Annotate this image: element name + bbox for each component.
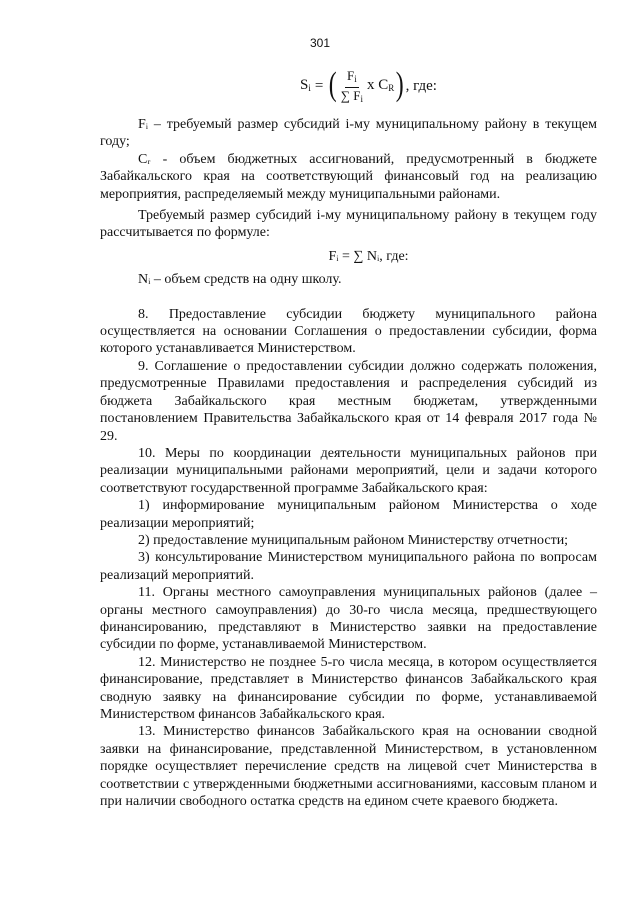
- formula-lhs: $S_i$: [300, 76, 311, 93]
- paragraph-8: 8. Предоставление субсидии бюджету муниципального района осуществляется на основании Соглашения о предоставлении субсидии, форма которого устанавливается Министерством.: [100, 306, 597, 357]
- paragraph-10: 10. Меры по координации деятельности муниципальных районов при реализации муниципальными районами мероприятий, цели и задачи которого соответствуют государственной программе Забайкальского края:: [100, 445, 597, 496]
- list-item-2: 2) предоставление муниципальным районом Министерству отчетности;: [138, 532, 569, 548]
- list-item-1: 1) информирование муниципальным районом Министерства о ходе реализации мероприятий;: [100, 498, 597, 531]
- fraction-numerator: $F_i$: [345, 68, 359, 88]
- page-number: 301: [309, 36, 331, 50]
- paragraph-12: 12. Министерство не позднее 5-го числа месяца, в котором осуществляется финансирование, представляет в Министерство финансов Забайкальского края сводную заявку на финансирование субсидии по форме, устанавливаемой Министерством финансов Забайкальского края.: [100, 654, 597, 722]
- spacer: [100, 289, 597, 306]
- list-item-3: 3) консультирование Министерством муниципального района по вопросам реализаций мероприятий.: [100, 550, 597, 583]
- definition-ni: Nᵢ – объем средств на одну школу.: [138, 272, 342, 288]
- left-paren: (: [329, 66, 338, 103]
- fraction-denominator: ∑ $F_i$: [340, 87, 363, 104]
- formula2-intro: Требуемый размер субсидий i-му муниципальному району в текущем году рассчитывается по формуле:: [100, 208, 597, 241]
- formula-tail: , где:: [405, 78, 437, 95]
- definition-cr: Cᵣ - объем бюджетных ассигнований, предусмотренный в бюджете Забайкальского края на соответствующий финансовый год на реализацию мероприятия, распределяемый между муниципальными районами.: [100, 151, 597, 202]
- formula-equals: =: [314, 78, 324, 95]
- paragraph-9: 9. Соглашение о предоставлении субсидии должно содержать положения, предусмотренные Правилами предоставления и распределения субсидий из бюджета Забайкальского края местным бюджетам, утвержденными постановлением Правительства Забайкальского края от 14 февраля 2017 года № 29.: [100, 358, 597, 444]
- paragraph-11: 11. Органы местного самоуправления муниципальных районов (далее – органы местного самоуправления) до 30-го числа месяца, предшествующего финансированию, представляют в Министерство заявки на предоставление субсидии по форме, устанавливаемой Министерством.: [100, 585, 597, 653]
- paragraph-13: 13. Министерство финансов Забайкальского края на основании сводной заявки на финансирование, представленной Министерством, в установленном порядке осуществляет перечисление средств на лицевой счет Министерства в соответствии с утвержденными бюджетными ассигнованиями, кассовым планом и при наличии свободного остатка средств на едином счете краевого бюджета.: [100, 724, 597, 810]
- right-paren: ): [395, 66, 404, 103]
- definition-fi: Fᵢ – требуемый размер субсидий i-му муниципальному району в текущем году;: [100, 117, 597, 150]
- document-body: [100, 64, 597, 810]
- formula-fraction: [341, 68, 363, 107]
- subsidy-formula: [140, 64, 597, 110]
- formula-fi: Fᵢ = ∑ Nᵢ, где:: [328, 248, 409, 264]
- formula-multiplier: x $C_R$: [366, 76, 395, 93]
